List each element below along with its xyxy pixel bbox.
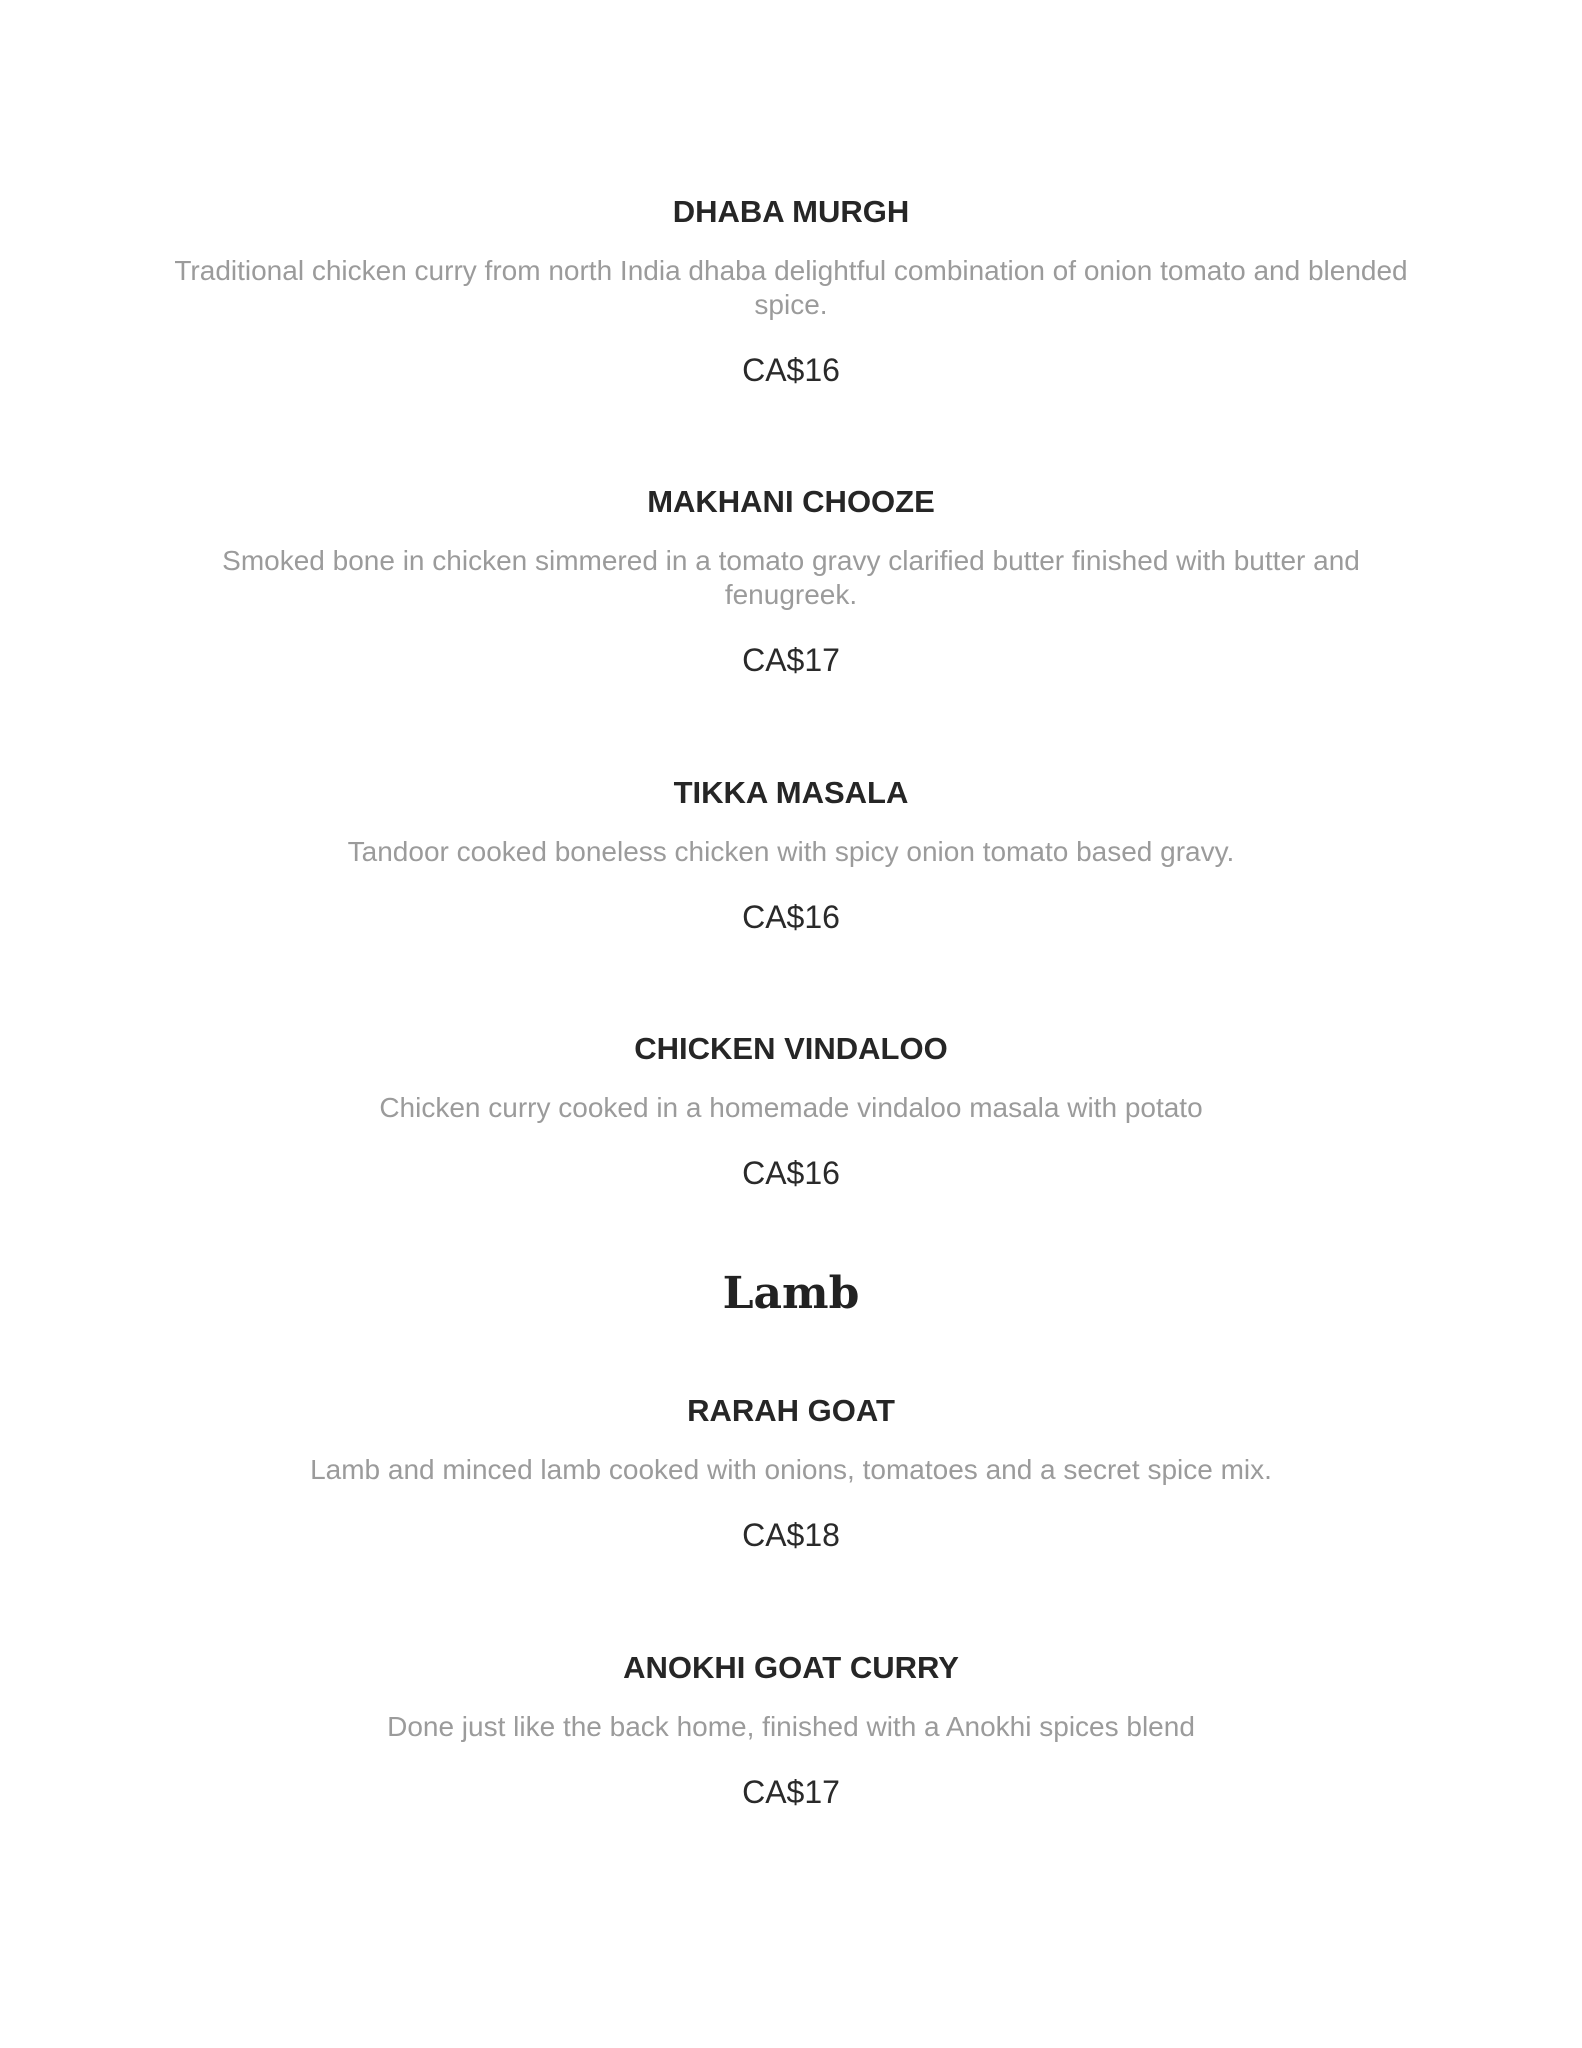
menu-item-name: CHICKEN VINDALOO (634, 1031, 948, 1066)
menu-item-description: Smoked bone in chicken simmered in a tomato gravy clarified butter finished with butter and fenugreek. (222, 545, 1360, 610)
menu-item-price: CA$16 (742, 899, 840, 935)
menu-item-name: ANOKHI GOAT CURRY (623, 1650, 959, 1685)
menu-item-name: RARAH GOAT (687, 1393, 895, 1428)
menu-item-name: MAKHANI CHOOZE (647, 484, 935, 519)
menu-item-description: Chicken curry cooked in a homemade vindaloo masala with potato (379, 1092, 1203, 1123)
menu-item-price: CA$17 (742, 642, 840, 678)
menu-item-description: Lamb and minced lamb cooked with onions, tomatoes and a secret spice mix. (310, 1454, 1272, 1485)
menu-item-description: Traditional chicken curry from north India dhaba delightful combination of onion tomato and blended spice. (174, 255, 1408, 320)
menu-item-price: CA$18 (742, 1517, 840, 1553)
menu-item-price: CA$16 (742, 352, 840, 388)
section-title-lamb: Lamb (722, 1268, 860, 1319)
menu-item-price: CA$16 (742, 1155, 840, 1191)
menu-item-description: Tandoor cooked boneless chicken with spicy onion tomato based gravy. (347, 836, 1235, 867)
menu-item-description: Done just like the back home, finished with a Anokhi spices blend (387, 1711, 1195, 1742)
menu-item-price: CA$17 (742, 1774, 840, 1810)
menu-item-name: DHABA MURGH (672, 194, 910, 229)
menu-item-name: TIKKA MASALA (673, 775, 909, 810)
